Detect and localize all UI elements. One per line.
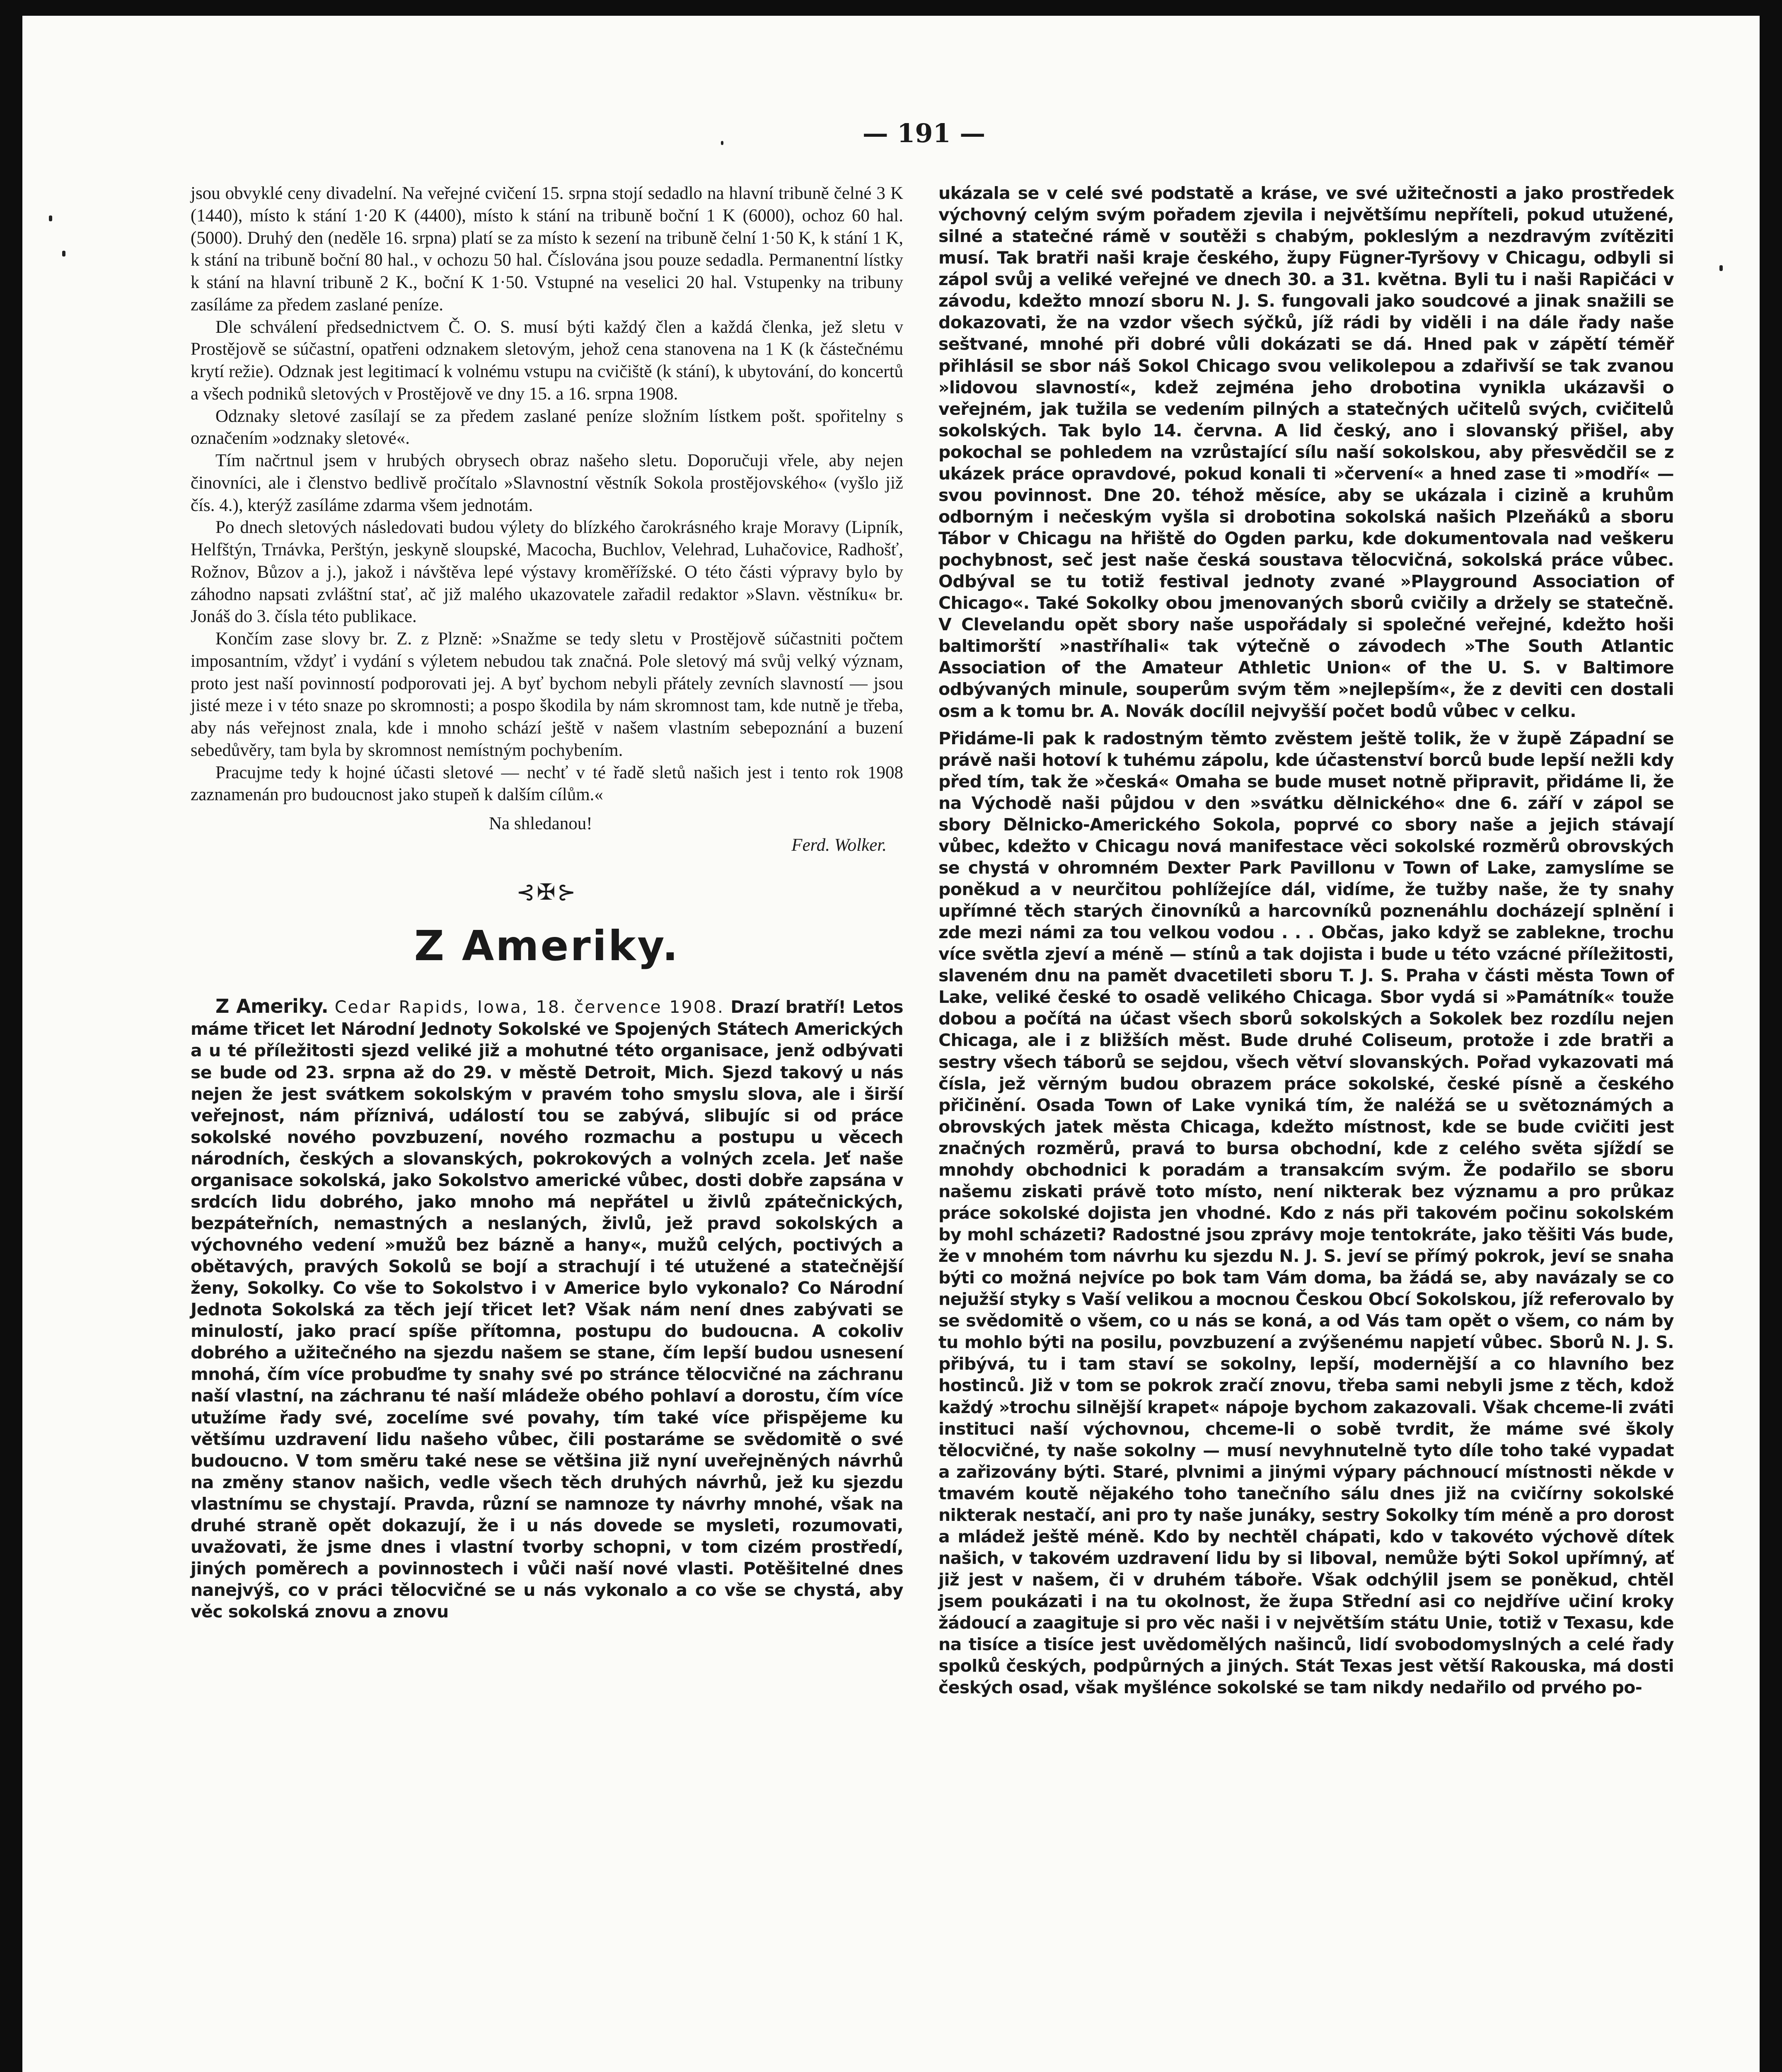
closing-block	[191, 806, 903, 856]
left-paragraph: Tím načrtnul jsem v hrubých obrysech obraz našeho sletu. Doporučuji vřele, aby nejen činovníci, ale i členstvo bedlivě pročítalo »Slavnostní věstník Sokola prostějovského« (vyšlo již čís. 4.), kterýž zasíláme zdarma všem jednotám.	[191, 451, 903, 515]
scan-speck	[49, 215, 52, 221]
farewell: Na shledanou!	[489, 814, 592, 833]
news-article	[191, 994, 903, 1622]
left-paragraph: jsou obvyklé ceny divadelní. Na veřejné cvičení 15. srpna stojí sedadlo na hlavní tribuně čelné 3 K (1440), místo k stání 1·20 K (4400), místo k stání na tribuně boční 1 K (6000), ochoz 60 hal. (5000). Druhý den (neděle 16. srpna) platí se za místo k sezení na tribuně čelní 1·50 K, k stání 1 K, k stání na tribuně boční 80 hal., v ochozu 50 hal. Číslována jsou pouze sedadla. Permanentní lístky k stání na hlavní tribuně 2 K., boční K 1·50. Vstupné na veselici 20 hal. Vstupenky na tribuny zasíláme za předem zaslané peníze.	[191, 184, 903, 315]
scan-speck	[62, 251, 65, 257]
section-title: Z Ameriky.	[414, 922, 680, 970]
news-lead: Z Ameriky.	[215, 995, 329, 1017]
left-paragraph: Končím zase slovy br. Z. z Plzně: »Snažme se tedy sletu v Prostějově súčastniti počtem imposantním, vždyť i vydání s výletem nebudou tak značná. Pole sletový má svůj velký význam, proto jest naší povinností podporovati jej. A byť bychom nebyli přátely zevních slavností — jsou jisté meze i v této snaze po skromnosti; a pospo škodila by nám skromnost tam, kde nutně je třeba, aby nás veřejnost znala, kde i mnoho schází ještě v našem vlastním sebepoznání a buzení sebedůvěry, tam byla by skromnost nemístným pochybením.	[191, 629, 903, 760]
page-number: — 191 —	[862, 118, 986, 148]
left-paragraph: Pracujme tedy k hojné účasti sletové — nechť v té řadě sletů našich jest i tento rok 1908 zaznamenán pro budoucnost jako stupeň k dalším cílům.«	[191, 762, 903, 805]
scan-speck	[721, 141, 723, 145]
news-body: Drazí bratří! Letos máme třicet let Národní Jednoty Sokolské ve Spojených Státech Amerických a u té příležitosti sjezd veliké již a mohutné této organisace, jenž odbývati se bude od 23. srpna až do 29. v městě Detroit, Mich. Sjezd takový u nás nejen že jest svátkem sokolským v pravém toho smyslu slova, ale i širší veřejnost, nám příznivá, událostí tou se zabývá, slibujíc si od práce sokolské nového povzbuzení, nového rozmachu a postupu u věcech národních, českých a slovanských, pokrokových a volných zcela. Jeť naše organisace sokolská, jako Sokolstvo americké vůbec, dosti dobře zapsána v srdcích lidu dobrého, jako mnoho má nepřátel u živlů zpátečnických, bezpáteřních, nemastných a neslaných, živlů, jež pravd sokolských a výchovného vedení »mužů bez bázně a hany«, mužů celých, poctivých a obětavých, pravých Sokolů se bojí a strachují i té utužené a statečnější ženy, Sokolky. Co vše to Sokolstvo i v Americe bylo vykonalo? Co Národní Jednota Sokolská za těch její třicet let? Však nám není dnes zabývati se minulostí, jako prací spíše přítomna, postupu do budoucna. A cokoliv dobrého a užitečného na sjezdu našem se stane, čím lepší budou usnesení mnohá, čím více probuďme ty snahy své po stránce tělocvičné na záchranu naší vlastní, na záchranu té naší mládeže obého pohlaví a dorostu, čím více utužíme řady své, zocelíme své povahy, tím také více přispějeme ku většímu uzdravení lidu našeho vůbec, čili postaráme se svědomitě o své budoucno. V tom směru také nese se většina již nyní uveřejněných návrhů na změny stanov našich, vedle všech těch druhých návrhů, jež ku sjezdu vlastnímu se chystají. Pravda, různí se namnoze ty návrhy mnohé, však na druhé straně opět dokazují, že i u nás dovede se mysleti, rozumovati, uvažovati, že jsme dnes i vlastní tvorby schopni, v tom cizém prostředí, jiných poměrech a povinnostech i vůči naší nové vlasti. Potěšitelné dnes nanejvýš, co v práci tělocvičné se u nás vykonalo a co vše se chystá, aby věc sokolská znovu a znovu	[191, 997, 903, 1622]
left-column	[191, 182, 903, 1622]
left-paragraph: Po dnech sletových následovati budou výlety do blízkého čarokrásného kraje Moravy (Lipník, Helfštýn, Trnávka, Perštýn, jeskyně sloupské, Macocha, Buchlov, Velehrad, Luhačovice, Radhošť, Rožnov, Bůzov a j.), jakož i návštěva lepé výstavy kroměřížské. O této části výpravy bylo by záhodno napsati zvláštní stať, ač již malého ukazovatele zařadil redaktor »Slavn. věstníku« br. Jonáš do 3. čísla této publikace.	[191, 518, 903, 627]
right-column	[938, 182, 1674, 1704]
news-dateline: Cedar Rapids, Iowa, 18. července 1908.	[334, 997, 724, 1017]
right-paragraph: Přidáme-li pak k radostným těmto zvěstem ještě tolik, že v župě Západní se právě naši hotoví k tuhému zápolu, kde účastenství borců bude lepší nežli kdy před tím, tak že »česká« Omaha se bude muset notně připravit, přidáme li, že na Východě naši půjdou v den »svátku dělnického« dne 6. září v zápol se sbory Dělnicko-Amerického Sokola, poprvé co sbory naše a jejich stávají vůbec, kdežto v Chicagu nová manifestace věci sokolské rozměrů obrovských se chystá v ohromném Dexter Park Pavillonu v Town of Lake, zamyslíme se poněkud a v neurčitou pohlížejíce dál, vidíme, že tužby naše, že ty snahy upřímné těch starých činovníků a harcovníků poznenáhlu docházejí splnění i zde mezi námi za tou velkou vodou . . . Občas, jako když se zablekne, trochu více světla zjeví a méně — stínů a tak dojista i bude u této vzácné příležitosti, slaveném dnu na pamět dvacetileti sboru T. J. S. Praha v části města Town of Lake, veliké české to osadě velikého Chicaga. Sbor vydá si »Památník« touže dobou a počítá na účast všech sborů sokolských a Sokolek bez rozdílu nejen Chicaga, ale i z bližších měst. Bude druhé Coliseum, protože i zde bratři a sestry všech táborů se sejdou, všech větví slovanských. Pořad vykazovati má čísla, jež věrným budou obrazem práce sokolské, české písně a českého přičinění. Osada Town of Lake vyniká tím, že naléžá se u světoznámých a obrovských jatek města Chicaga, kdežto místnost, kde se bude cvičiti jest značných rozměrů, pravá to bursa obchodní, kde z celého světa sjíždí se mnohdy obchodnici k poradám a transakcím svým. Že podařilo se sboru našemu ziskati právě toto místo, není nikterak bez významu a pro průkaz práce sokolské dojista jen vhodné. Kdo z nás při takovém počinu sokolském by mohl scházeti? Radostné jsou zprávy moje tentokráte, jako těšiti Vás bude, že v mnohém tom návrhu ku sjezdu N. J. S. jeví se přímý pokrok, jeví se snaha býti co možná nejvíce po bok tam Vám doma, ba žádá se, aby navázaly se co nejužší styky s Vaší velikou a mocnou Českou Obcí Sokolskou, jíž referovalo by se svědomitě o všem, co u nás se koná, a od Vás tam opět o všem, co nám by tu mohlo býti na posilu, povzbuzení a zvýšenému napjetí vůbec. Sborů N. J. S. přibývá, tu i tam staví se sokolny, lepší, modernější a co hlavního bez hostinců. Již v tom se pokrok zračí znovu, třeba sami nebyli jsme z těch, kdož každý »trochu silnější krapet« nápoje bychom zakazovali. Však chceme-li zváti instituci naší výchovnou, chceme-li o sobě tvrdit, že máme své školy tělocvičné, ty naše sokolny — musí nevyhnutelně tyto díle toho také vypadat a zařizovány býti. Staré, plvnimi a jinými výpary páchnoucí místnosti někde v tmavém koutě nějakého toho tanečního sálu dnes již na cvičírny sokolské nikterak nestačí, ani pro ty naše junáky, sestry Sokolky tím méně a pro dorost a mládež ještě méně. Kdo by nechtěl chápati, kdo v takovéto výchově dítek našich, v takovém uzdravení lidu by si liboval, nemůže býti Sokol upřímný, ať již jest v našem, či v druhém táboře. Však odchýlil jsem se poněkud, chtěl jsem poukázati i na tu okolnost, že župa Střední asi co nejdříve učiní kroky žádoucí a zaagituje si pro věc naši i v největším státu Unie, totiž v Texasu, kde na tisíce a tisíce jest uvědomělých našinců, lidí svobodomyslných a celé řady spolků českých, podpůrných a jiných. Stát Texas jest větší Rakouska, má dosti českých osad, však myšlénce sokolské se tam nikdy nedařilo od prvého po-	[938, 728, 1674, 1698]
scan-speck	[1719, 265, 1723, 271]
left-paragraph: Dle schválení předsednictvem Č. O. S. musí býti každý člen a každá členka, jež sletu v Prostějově se súčastní, opatřeni odznakem sletovým, jehož cena stanovena na 1 K (k částečnému krytí režie). Odznak jest legitimací k volnému vstupu na cvičiště (k stání), k ubytování, do koncertů a všech podniků sletových v Prostějově ve dny 15. a 16. srpna 1908.	[191, 317, 903, 404]
signature: Ferd. Wolker.	[791, 835, 887, 855]
right-paragraph: ukázala se v celé své podstatě a kráse, ve své užitečnosti a jako prostředek výchovný celým svým pořadem zjevila i největšímu nepříteli, pokud utužené, silné a statečné rámě v soutěži s chabým, pokleslým a nezdravým zvítěziti musí. Tak bratři naši kraje českého, župy Fügner-Tyršovy v Chicagu, odbyli si zápol svůj a veliké veřejné ve dnech 30. a 31. května. Byli tu i naši Rapičáci v závodu, kdežto mnozí sboru N. J. S. fungovali jako soudcové a jinak snažili se dokazovati, že na vzdor všech sýčků, jíž rádi by viděli i na dále řady naše seštvané, mnohé při dobré vůli dokázati se dá. Hned pak v zápětí téměř přihlásil se sbor náš Sokol Chicago svou velikolepou a zdařivší se tak zvanou »lidovou slavností«, kdež zejména jeho drobotina vynikla ukázavši o veřejném, jak tužila se vedením pilných a statečných učitelů svých, cvičitelů sokolských. Tak bylo 14. června. A lid český, ano i slovanský přišel, aby pokochal se pohledem na vzrůstající sílu naší sokolskou, aby přesvědčil se z ukázek práce opravdové, pokud konali ti »červení« a hned zase ti »modří« — svou povinnost. Dne 20. téhož měsíce, aby se ukázala i cizině a kruhům odborným i nečeským vyšla si drobotina sokolská našich Plzeňáků a sboru Tábor v Chicagu na hřiště do Ogden parku, kde dokumentovala nad veškeru pochybnost, seč jest naše česká soustava tělocvičná, sokolská práce vůbec. Odbýval se tu totiž festival jednoty zvané »Playground Association of Chicago«. Také Sokolky obou jmenovaných sborů cvičily a držely se statečně. V Clevelandu opět sbory naše uspořádaly si společné veřejné, kdežto hoši baltimorští »nastříhali« tak výtečně o závodech »The South Atlantic Association of the Amateur Athletic Union« of the U. S. v Baltimore odbývaných minule, souperům svým těm »nejlepším«, že z deviti cen dostali osm a k tomu br. A. Novák docílil nejvyšší počet bodů vůbec v celku.	[938, 183, 1674, 721]
ornament-divider: ⊰✠⊱	[516, 879, 578, 905]
left-paragraph: Odznaky sletové zasílají se za předem zaslané peníze složním lístkem pošt. spořitelny s označením »odznaky sletové«.	[191, 406, 903, 448]
